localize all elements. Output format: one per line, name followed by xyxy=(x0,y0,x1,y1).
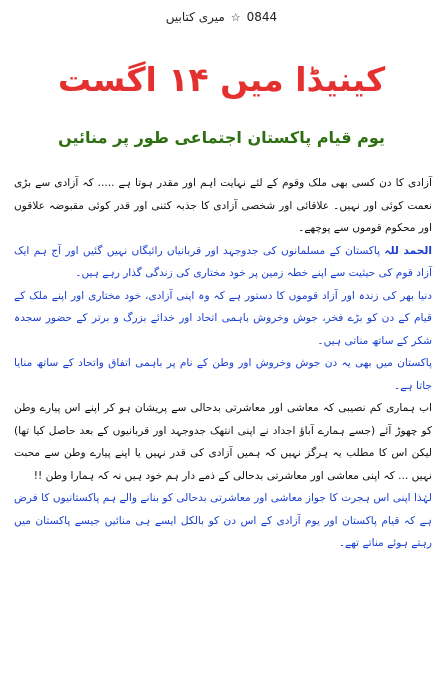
paragraph-5 xyxy=(14,397,432,487)
article-body xyxy=(14,172,432,555)
paragraph-text: پاکستان کے مسلمانوں کی جدوجہد اور قربانیاں رائیگاں نہیں گئیں اور آج ہم ایک آزاد قوم کی حیثیت سے اپنے خطہ زمین پر خود مختاری کی زندگی گذار رہے ہیں۔ xyxy=(14,244,432,279)
paragraph-text: آزادی کا دن کسی بھی ملک وقوم کے لئے نہایت اہم اور مقدر ہوتا ہے ..... کہ آزادی سے بڑی نعمت کوئی اور نہیں۔ علاقائی اور شخصی آزادی کا جذبہ کتنی اور قدر کوئی مقبوضہ علاقوں اور محکوم قوموں سے پوچھے۔ xyxy=(14,177,432,234)
paragraph-text: دنیا بھر کی زندہ اور آزاد قوموں کا دستور ہے کہ وہ اپنی آزادی، خود مختاری اور اپنے ملک کے قیام کے دن کو بڑے فخر، جوش وخروش باہمی اتحاد اور خدائے بزرگ و برتر کے حضور سجدہ شکر کے ساتھ مناتی ہیں۔ xyxy=(14,289,432,347)
paragraph-4 xyxy=(14,352,432,397)
series-name: میری کتابیں xyxy=(165,10,225,24)
paragraph-text: پاکستان میں بھی یہ دن جوش وخروش اور وطن کے نام پر باہمی اتفاق واتحاد کے ساتھ منایا جاتا ہے۔ xyxy=(14,357,432,392)
star-icon: ☆ xyxy=(230,10,241,24)
paragraph-lead: الحمد للہ xyxy=(384,244,432,257)
page-header xyxy=(0,6,443,28)
paragraph-3 xyxy=(14,285,432,353)
article-subtitle: یوم قیام پاکستان اجتماعی طور پر منائیں xyxy=(58,128,385,147)
paragraph-text: اب ہماری کم نصیبی کہ معاشی اور معاشرتی بدحالی سے پریشان ہو کر اپنے اس پیارے وطن کو چھوڑ آئے (جسے ہمارے آباؤ اجداد نے اپنی انتھک جدوجہد اور قربانیوں کے بعد حاصل کیا تھا) لیکن اس کا مطلب یہ ہرگز نہیں کہ ہمیں آزادی کی قدر نہیں یا اپنے پیارے وطن سے محبت نہیں ... کہ اپنی معاشی اور معاشرتی بدحالی کے ذمے دار ہم خود ہیں نہ کہ ہمارا وطن !! xyxy=(14,402,432,482)
paragraph-2 xyxy=(14,240,432,285)
paragraph-text: لہٰذا اپنی اس ہجرت کا جواز معاشی اور معاشرتی بدحالی کو بنانے والے ہم پاکستانیوں کا فرض ہے کہ قیام پاکستان اور یوم آزادی کے اس دن کو بالکل ایسے ہی منائیں جیسے پاکستان میں رہتے ہوئے مناتے تھے۔ xyxy=(14,492,432,549)
paragraph-1 xyxy=(14,172,432,240)
article-title: کینیڈا میں ۱۴ اگست xyxy=(57,60,386,99)
issue-number: 0844 xyxy=(246,10,278,24)
paragraph-6 xyxy=(14,487,432,555)
